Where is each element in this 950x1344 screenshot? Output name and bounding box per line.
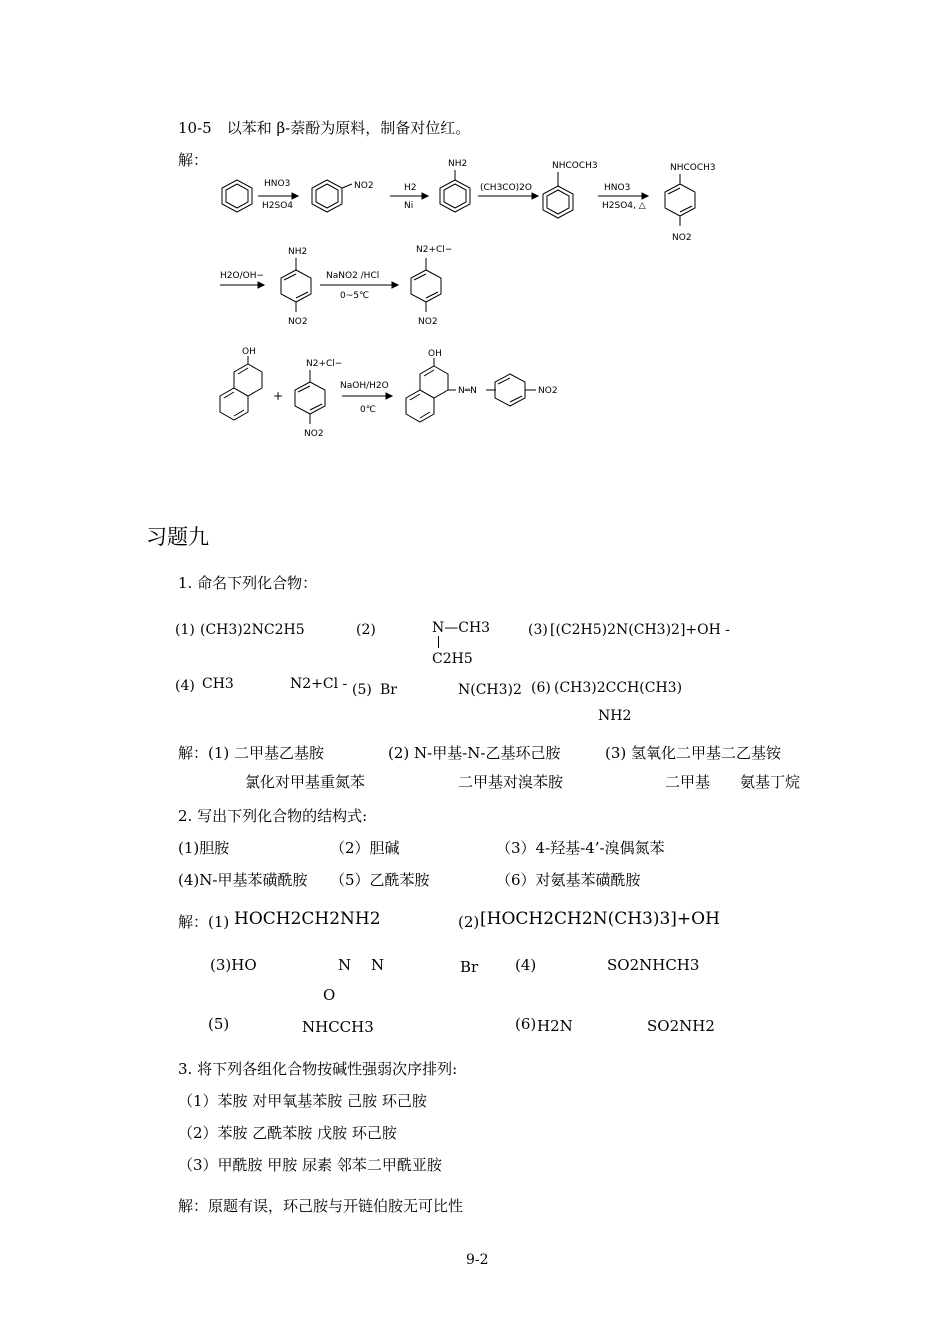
question-item: （2）胆碱 (330, 839, 400, 857)
structure-formula: (3)HO (210, 956, 257, 974)
structure-formula: SO2NH2 (647, 1017, 715, 1035)
reagent-label: H2 (404, 183, 417, 193)
beta-naphthol (220, 356, 262, 420)
question-item: （2）苯胺 乙酰苯胺 戊胺 环己胺 (178, 1124, 397, 1142)
answer-text: 氨基丁烷 (740, 773, 801, 791)
reagent-label: NaOH/H2O (340, 381, 389, 391)
reagent-label: (CH3CO)2O (480, 183, 532, 193)
page-number: 9-2 (466, 1252, 489, 1268)
diazonium-salt (295, 370, 325, 424)
reagent-label: H2O/OH− (220, 271, 265, 281)
question-item: （5）乙酰苯胺 (330, 871, 430, 889)
substituent-label: NHCOCH3 (552, 161, 598, 171)
section-title: 习题九 (146, 525, 209, 549)
reagent-label: 0℃ (360, 405, 376, 415)
question-item: （3）4-羟基-4’-溴偶氮苯 (496, 839, 665, 857)
plus-sign: + (273, 389, 284, 403)
arrow-head (392, 282, 398, 288)
arrow-head (258, 282, 264, 288)
substituent-label: NO2 (288, 317, 308, 327)
reagent-label: H2SO4 (262, 201, 294, 211)
substituent-label: NO2 (538, 386, 558, 396)
compound-formula: N2+Cl - (290, 676, 348, 692)
answer-text: (2) N-甲基-N-乙基环己胺 (388, 744, 561, 762)
question-1-title: 1. 命名下列化合物： (178, 574, 318, 592)
answer-label: (4) (515, 956, 537, 974)
answer-text: 氯化对甲基重氮苯 (245, 773, 366, 791)
compound-label: (5) (352, 682, 372, 698)
structure-formula: [HOCH2CH2N(CH3)3]+OH (480, 909, 720, 929)
synthesis-scheme (200, 150, 760, 450)
answer-label: (6) (515, 1015, 537, 1033)
azo-label: N═N (458, 386, 477, 396)
answer-text: 二甲基对溴苯胺 (458, 773, 564, 791)
structure-formula: NHCCH3 (302, 1018, 374, 1036)
acetanilide (543, 172, 573, 218)
compound-label: (2) (356, 622, 376, 638)
bond-line (438, 636, 439, 648)
answer-text: (3) 氢氧化二甲基二乙基铵 (605, 744, 782, 762)
problem-title: 10-5 以苯和 β-萘酚为原料，制备对位红。 (178, 119, 471, 137)
reagent-label: NaNO2 /HCl (326, 271, 380, 281)
reagent-label: HNO3 (604, 183, 631, 193)
p-nitroacetanilide (665, 174, 695, 226)
answer-text: 二甲基 (665, 773, 711, 791)
question-item: （3）甲酰胺 甲胺 尿素 邻苯二甲酰亚胺 (178, 1156, 442, 1174)
substituent-label: OH (242, 347, 256, 357)
answer-label: 解：(1) (178, 913, 230, 931)
answer-text: 解：(1) 二甲基乙基胺 (178, 744, 325, 762)
aniline (440, 170, 470, 212)
answer-text: 解：原题有误，环己胺与开链伯胺无可比性 (178, 1197, 464, 1215)
arrow-head (422, 193, 428, 199)
answer-label: (5) (208, 1015, 230, 1033)
reagent-label: Ni (404, 201, 414, 211)
structure-formula: H2N (537, 1017, 573, 1035)
substituent-label: NHCOCH3 (670, 163, 716, 173)
compound-formula: N—CH3 (432, 620, 491, 636)
reagent-label: HNO3 (264, 179, 291, 189)
compound-label: (4) (175, 678, 195, 694)
compound-formula: Br (380, 682, 397, 698)
compound-formula: (CH3)2NC2H5 (200, 622, 305, 638)
structure-atom: Br (460, 958, 479, 976)
question-item: (4)N-甲基苯磺酰胺 (178, 871, 308, 889)
nitrobenzene (312, 180, 352, 212)
structure-atom: N (338, 956, 352, 974)
structure-formula: SO2NHCH3 (607, 956, 700, 974)
compound-formula: NH2 (598, 708, 632, 724)
arrow-head (292, 193, 298, 199)
substituent-label: N2+Cl− (306, 359, 343, 369)
substituent-label: N2+Cl− (416, 245, 453, 255)
compound-formula: [(C2H5)2N(CH3)2]+OH - (550, 622, 730, 638)
reagent-label: H2SO4, △ (602, 201, 646, 211)
substituent-label: OH (428, 349, 442, 359)
compound-label: (3) (528, 622, 548, 638)
answer-label: (2) (458, 913, 480, 931)
reagent-label: 0~5℃ (340, 291, 370, 301)
compound-formula: (CH3)2CCH(CH3) (554, 680, 683, 696)
compound-formula: C2H5 (432, 651, 473, 667)
substituent-label: NO2 (354, 181, 374, 191)
substituent-label: NH2 (448, 159, 468, 169)
question-item: （6）对氨基苯磺酰胺 (496, 871, 641, 889)
question-item: (1)胆胺 (178, 839, 230, 857)
compound-label: (6) (531, 680, 551, 696)
substituent-label: NO2 (418, 317, 438, 327)
arrow-head (386, 393, 392, 399)
question-item: （1）苯胺 对甲氧基苯胺 己胺 环己胺 (178, 1092, 427, 1110)
p-nitroaniline (281, 258, 311, 312)
question-2-title: 2. 写出下列化合物的结构式: (178, 807, 368, 825)
question-3-title: 3. 将下列各组化合物按碱性强弱次序排列: (178, 1060, 458, 1078)
answer-label: 解： (178, 151, 209, 169)
substituent-label: NO2 (304, 429, 324, 439)
substituent-label: NO2 (672, 233, 692, 243)
substituent-label: NH2 (288, 247, 308, 257)
compound-formula: N(CH3)2 (458, 682, 522, 698)
compound-formula: CH3 (202, 676, 234, 692)
compound-label: (1) (175, 622, 195, 638)
arrow-head (532, 193, 538, 199)
structure-atom: O (323, 986, 336, 1004)
structure-atom: N (371, 956, 385, 974)
p-nitrobenzenediazonium-chloride (411, 258, 441, 312)
arrow-head (642, 193, 648, 199)
benzene-ring (222, 180, 252, 212)
structure-formula: HOCH2CH2NH2 (234, 909, 381, 929)
